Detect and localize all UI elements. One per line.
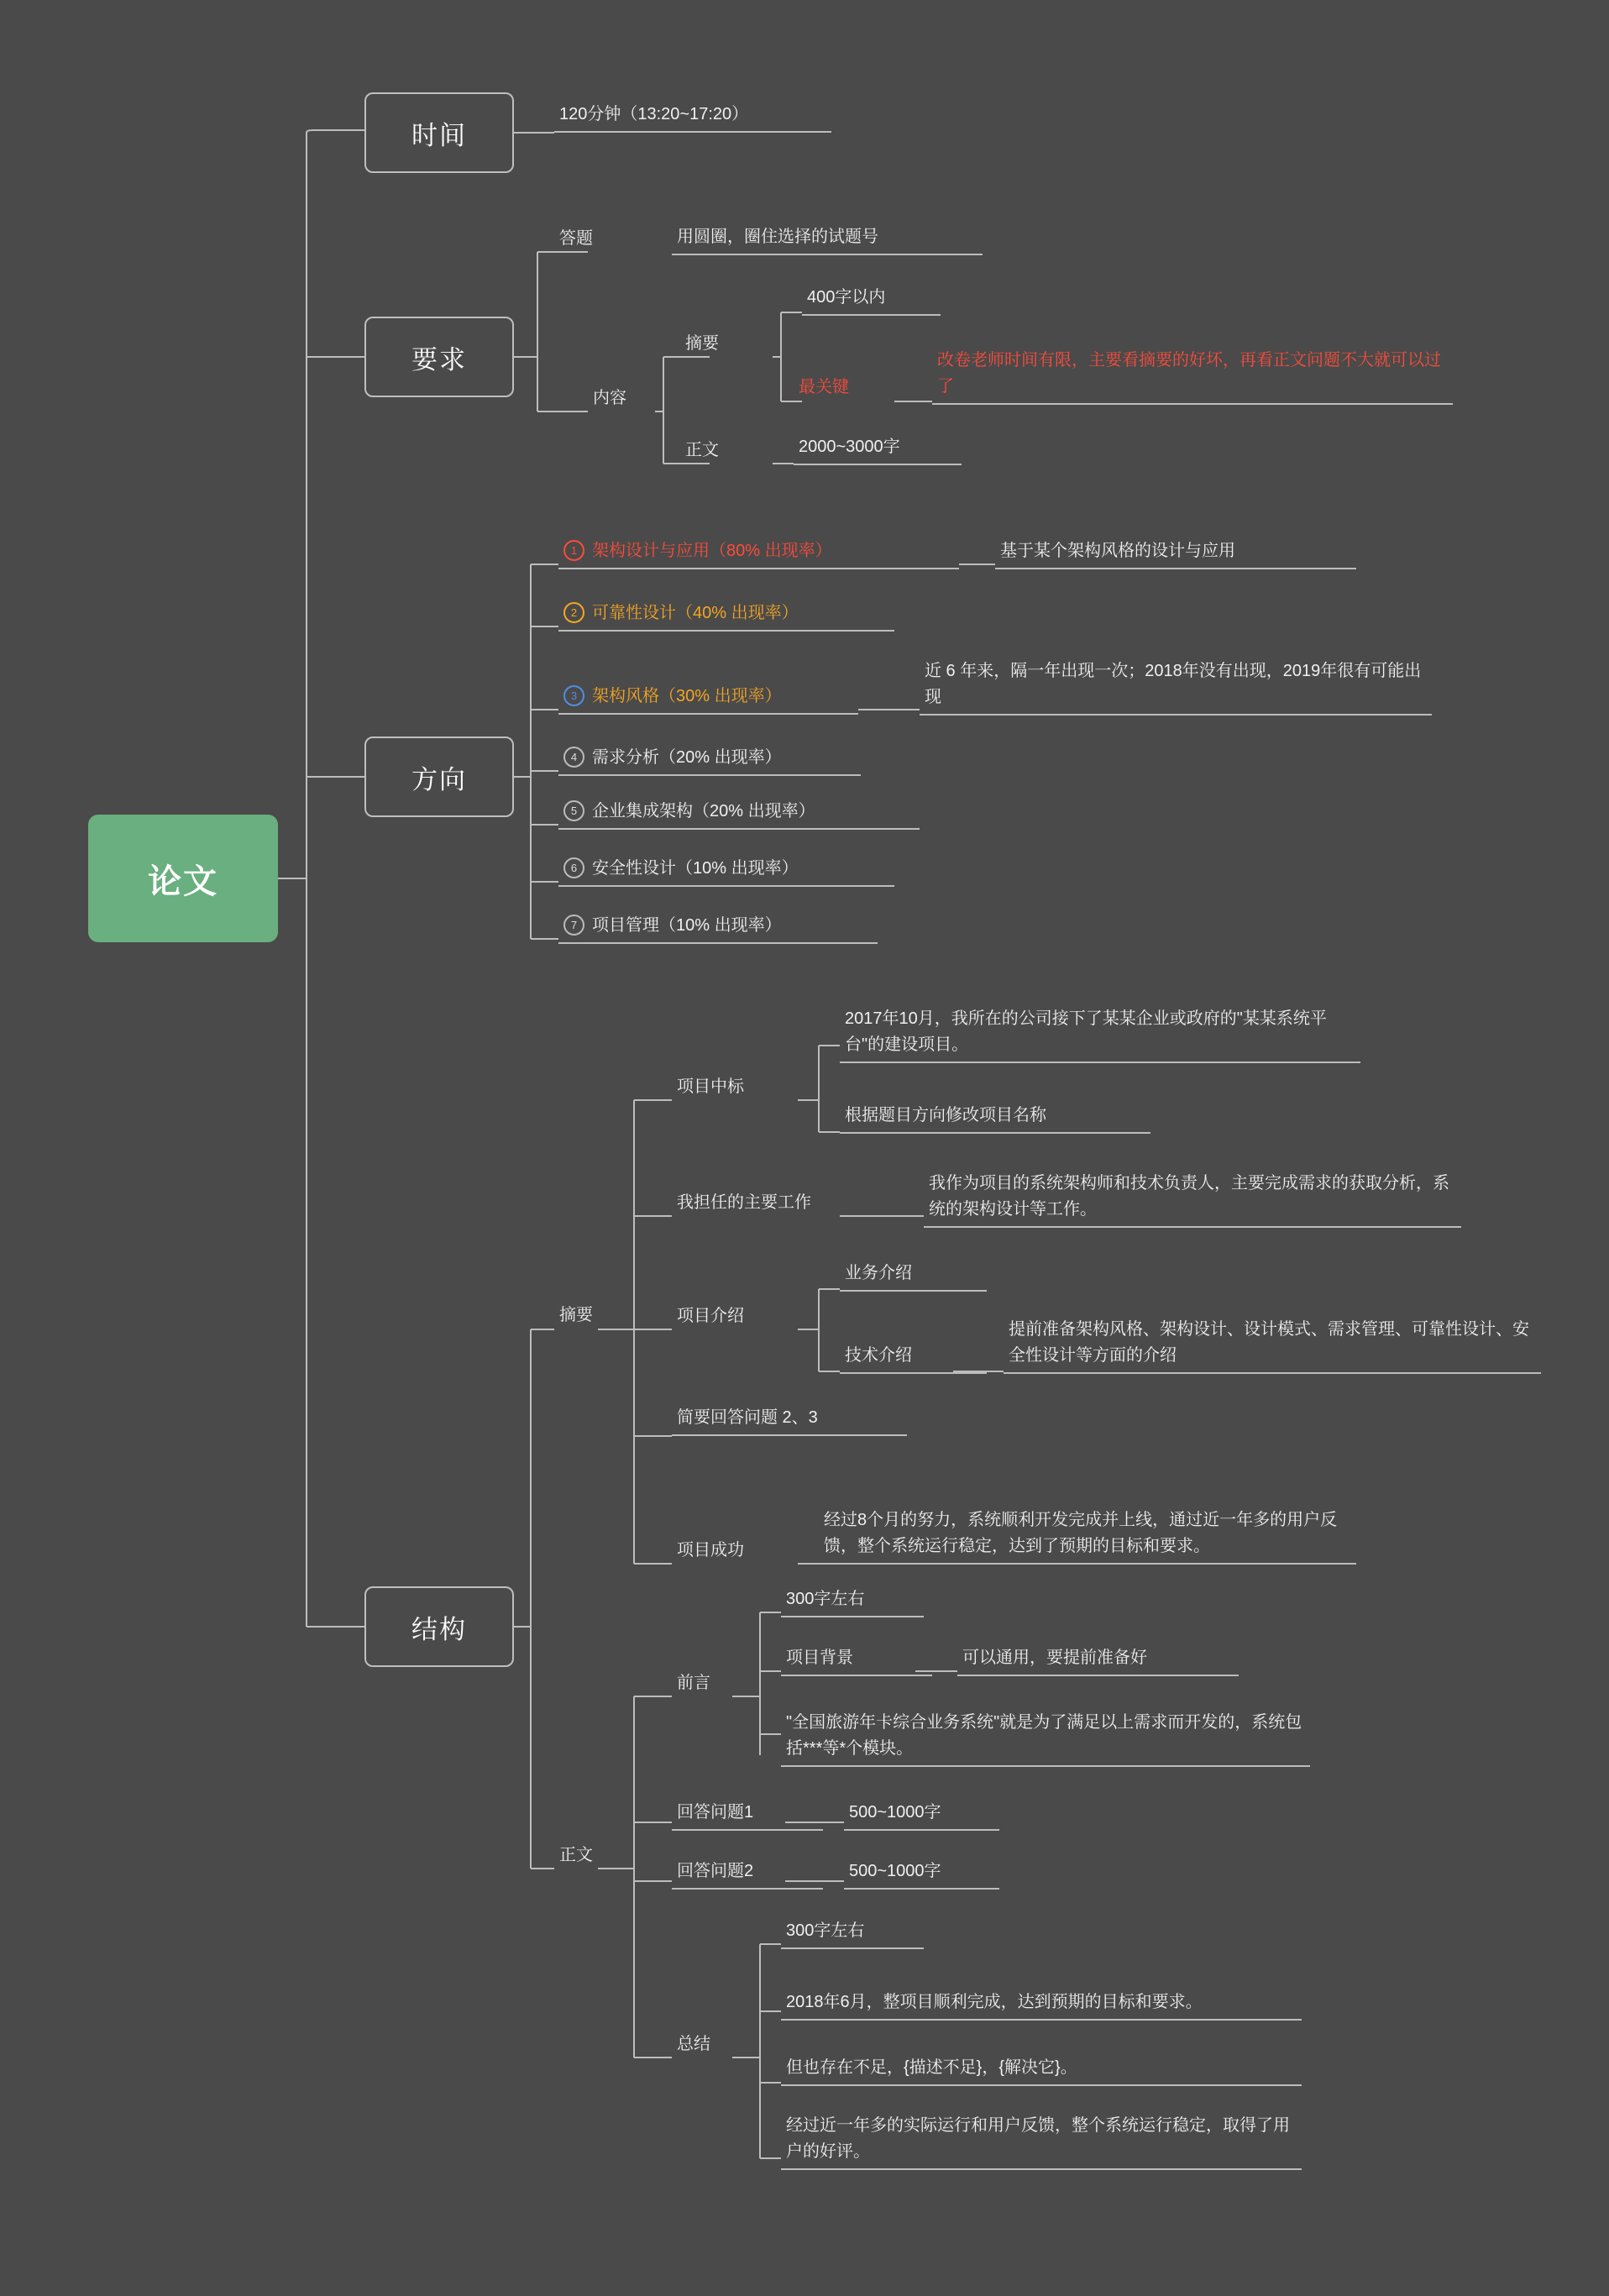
abstract-role-note: 我作为项目的系统架构师和技术负责人，主要完成需求的获取分析，系统的架构设计等工作。: [924, 1167, 1461, 1228]
body-preface-label: 前言: [677, 1674, 710, 1692]
abstract-bid-note-2: 根据题目方向修改项目名称: [840, 1102, 1150, 1134]
direction-note-3: 近 6 年来，隔一年出现一次；2018年没有出现，2019年很有可能出现: [920, 655, 1432, 716]
body-q1-length: 500~1000字: [844, 1799, 999, 1831]
direction-item-4: 4 需求分析（20% 出现率）: [558, 744, 861, 776]
branch-structure-label: 结构: [411, 1614, 467, 1644]
abstract-intro-business: 业务介绍: [840, 1260, 987, 1292]
branch-requirement-label: 要求: [411, 344, 467, 375]
structure-abstract-label: 摘要: [559, 1306, 593, 1324]
direction-item-3: 3 架构风格（30% 出现率）: [558, 683, 858, 715]
requirement-body-label: 正文: [685, 441, 719, 459]
abstract-success-label: 项目成功: [677, 1541, 744, 1559]
direction-badge-4: 4: [563, 747, 584, 768]
abstract-role-label: 我担任的主要工作: [677, 1193, 811, 1212]
body-q2-label: 回答问题2: [672, 1858, 823, 1890]
body-summary-note-2: 但也存在不足，{描述不足}，{解决它}。: [781, 2054, 1302, 2086]
abstract-bid-note-1: 2017年10月，我所在的公司接下了某某企业或政府的"某某系统平台"的建设项目。: [840, 999, 1360, 1063]
direction-item-5: 5 企业集成架构（20% 出现率）: [558, 798, 920, 830]
direction-badge-5: 5: [563, 800, 584, 821]
direction-item-6: 6 安全性设计（10% 出现率）: [558, 855, 894, 887]
direction-item-2: 2 可靠性设计（40% 出现率）: [558, 600, 894, 632]
direction-item-7: 7 项目管理（10% 出现率）: [558, 912, 878, 944]
branch-time-label: 时间: [411, 120, 467, 150]
body-preface-example: "全国旅游年卡综合业务系统"就是为了满足以上需求而开发的，系统包括***等*个模块。: [781, 1703, 1310, 1767]
body-preface-bg-note: 可以通用，要提前准备好: [957, 1644, 1239, 1676]
direction-badge-6: 6: [563, 857, 584, 878]
abstract-bid-label: 项目中标: [677, 1077, 744, 1096]
body-summary-label: 总结: [677, 2035, 710, 2053]
time-detail: 120分钟（13:20~17:20）: [554, 84, 831, 133]
requirement-abstract-label: 摘要: [685, 334, 719, 353]
requirement-answer-detail: 用圆圈，圈住选择的试题号: [672, 225, 983, 255]
abstract-intro-tech-note: 提前准备架构风格、架构设计、设计模式、需求管理、可靠性设计、安全性设计等方面的介绍: [1004, 1312, 1541, 1374]
requirement-abstract-key-note: 改卷老师时间有限，主要看摘要的好坏，再看正文问题不大就可以过了: [932, 344, 1453, 405]
branch-requirement[interactable]: [364, 317, 514, 397]
branch-time[interactable]: [364, 92, 514, 173]
body-preface-bg-label: 项目背景: [781, 1644, 932, 1676]
direction-badge-7: 7: [563, 915, 584, 936]
body-q1-label: 回答问题1: [672, 1799, 823, 1831]
body-q2-length: 500~1000字: [844, 1858, 999, 1890]
abstract-intro-tech: 技术介绍: [840, 1342, 987, 1374]
branch-direction[interactable]: [364, 737, 514, 817]
branch-direction-label: 方向: [411, 764, 467, 794]
requirement-content-label: 内容: [593, 389, 626, 407]
requirement-answer-label: 答题: [559, 229, 593, 248]
branch-structure[interactable]: [364, 1586, 514, 1667]
direction-badge-2: 2: [563, 602, 584, 623]
direction-note-1: 基于某个架构风格的设计与应用: [995, 537, 1356, 569]
requirement-abstract-limit: 400字以内: [802, 286, 941, 316]
direction-badge-1: 1: [563, 540, 584, 561]
abstract-success-note: 经过8个月的努力，系统顺利开发完成并上线，通过近一年多的用户反馈，整个系统运行稳定，达到了预期的目标和要求。: [819, 1474, 1356, 1565]
body-preface-length: 300字左右: [781, 1586, 924, 1617]
direction-badge-3: 3: [563, 685, 584, 706]
abstract-intro-label: 项目介绍: [677, 1307, 744, 1325]
body-summary-length: 300字左右: [781, 1917, 924, 1949]
direction-item-1: 1 架构设计与应用（80% 出现率）: [558, 537, 959, 569]
abstract-brief-answer: 简要回答问题 2、3: [672, 1404, 907, 1436]
requirement-abstract-key-label: 最关键: [799, 378, 849, 396]
requirement-body-limit: 2000~3000字: [794, 435, 962, 465]
root-node[interactable]: [88, 815, 278, 942]
root-label: 论文: [148, 862, 218, 900]
structure-body-label: 正文: [559, 1846, 593, 1864]
body-summary-note-1: 2018年6月，整项目顺利完成，达到预期的目标和要求。: [781, 1958, 1302, 2021]
body-summary-note-3: 经过近一年多的实际运行和用户反馈，整个系统运行稳定，取得了用户的好评。: [781, 2108, 1302, 2170]
